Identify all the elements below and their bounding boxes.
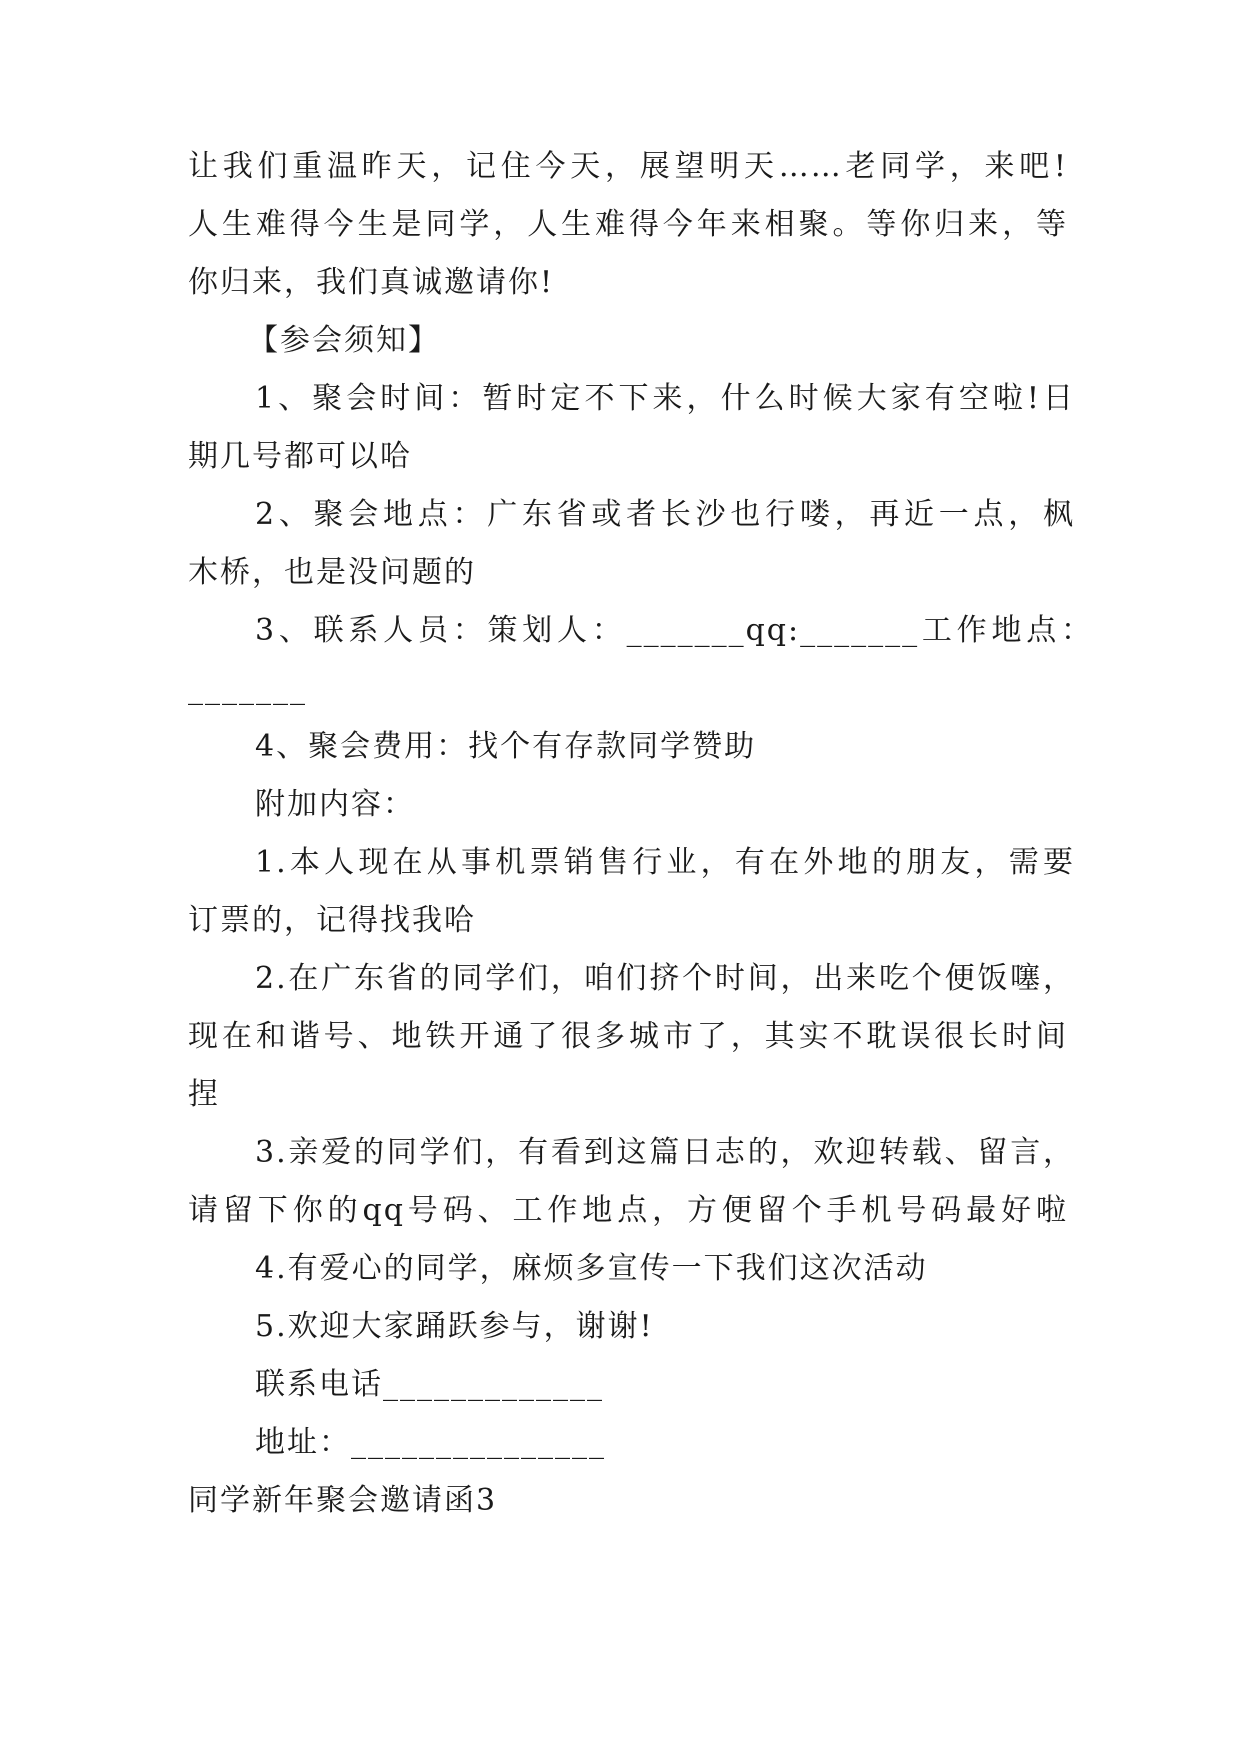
list-item: 2.在广东省的同学们，咱们挤个时间，出来吃个便饭噻， <box>255 961 1075 996</box>
list-item: 1、聚会时间：暂时定不下来，什么时候大家有空啦!日 <box>255 381 1075 416</box>
list-item-continuation: 捏 <box>188 1077 220 1112</box>
section-heading: 附加内容： <box>255 787 415 822</box>
address-field: 地址：_______________ <box>255 1425 606 1460</box>
list-item: 1.本人现在从事机票销售行业，有在外地的朋友，需要 <box>255 845 1075 880</box>
paragraph-line: 让我们重温昨天，记住今天，展望明天……老同学，来吧! <box>188 149 1068 184</box>
list-item-continuation: 请留下你的qq号码、工作地点，方便留个手机号码最好啦 <box>188 1193 1068 1228</box>
paragraph-line: 人生难得今生是同学，人生难得今年来相聚。等你归来，等 <box>188 207 1068 242</box>
contact-phone-field: 联系电话_____________ <box>255 1367 604 1402</box>
list-item: 5.欢迎大家踊跃参与，谢谢! <box>255 1309 654 1344</box>
list-item: 3.亲爱的同学们，有看到这篇日志的，欢迎转载、留言， <box>255 1135 1075 1170</box>
list-item-continuation: _______ <box>188 671 307 706</box>
list-item-continuation: 木桥，也是没问题的 <box>188 555 476 590</box>
list-item-continuation: 订票的，记得找我哈 <box>188 903 476 938</box>
list-item: 4、聚会费用：找个有存款同学赞助 <box>255 729 757 764</box>
list-item: 3、联系人员：策划人：_______qq:_______工作地点： <box>255 613 1093 648</box>
list-item-continuation: 期几号都可以哈 <box>188 439 412 474</box>
paragraph-line: 你归来，我们真诚邀请你! <box>188 265 555 300</box>
section-heading: 【参会须知】 <box>248 323 440 358</box>
list-item: 4.有爱心的同学，麻烦多宣传一下我们这次活动 <box>255 1251 928 1286</box>
next-section-title: 同学新年聚会邀请函3 <box>188 1483 498 1518</box>
list-item: 2、聚会地点：广东省或者长沙也行喽，再近一点，枫 <box>255 497 1075 532</box>
list-item-continuation: 现在和谐号、地铁开通了很多城市了，其实不耽误很长时间 <box>188 1019 1068 1054</box>
